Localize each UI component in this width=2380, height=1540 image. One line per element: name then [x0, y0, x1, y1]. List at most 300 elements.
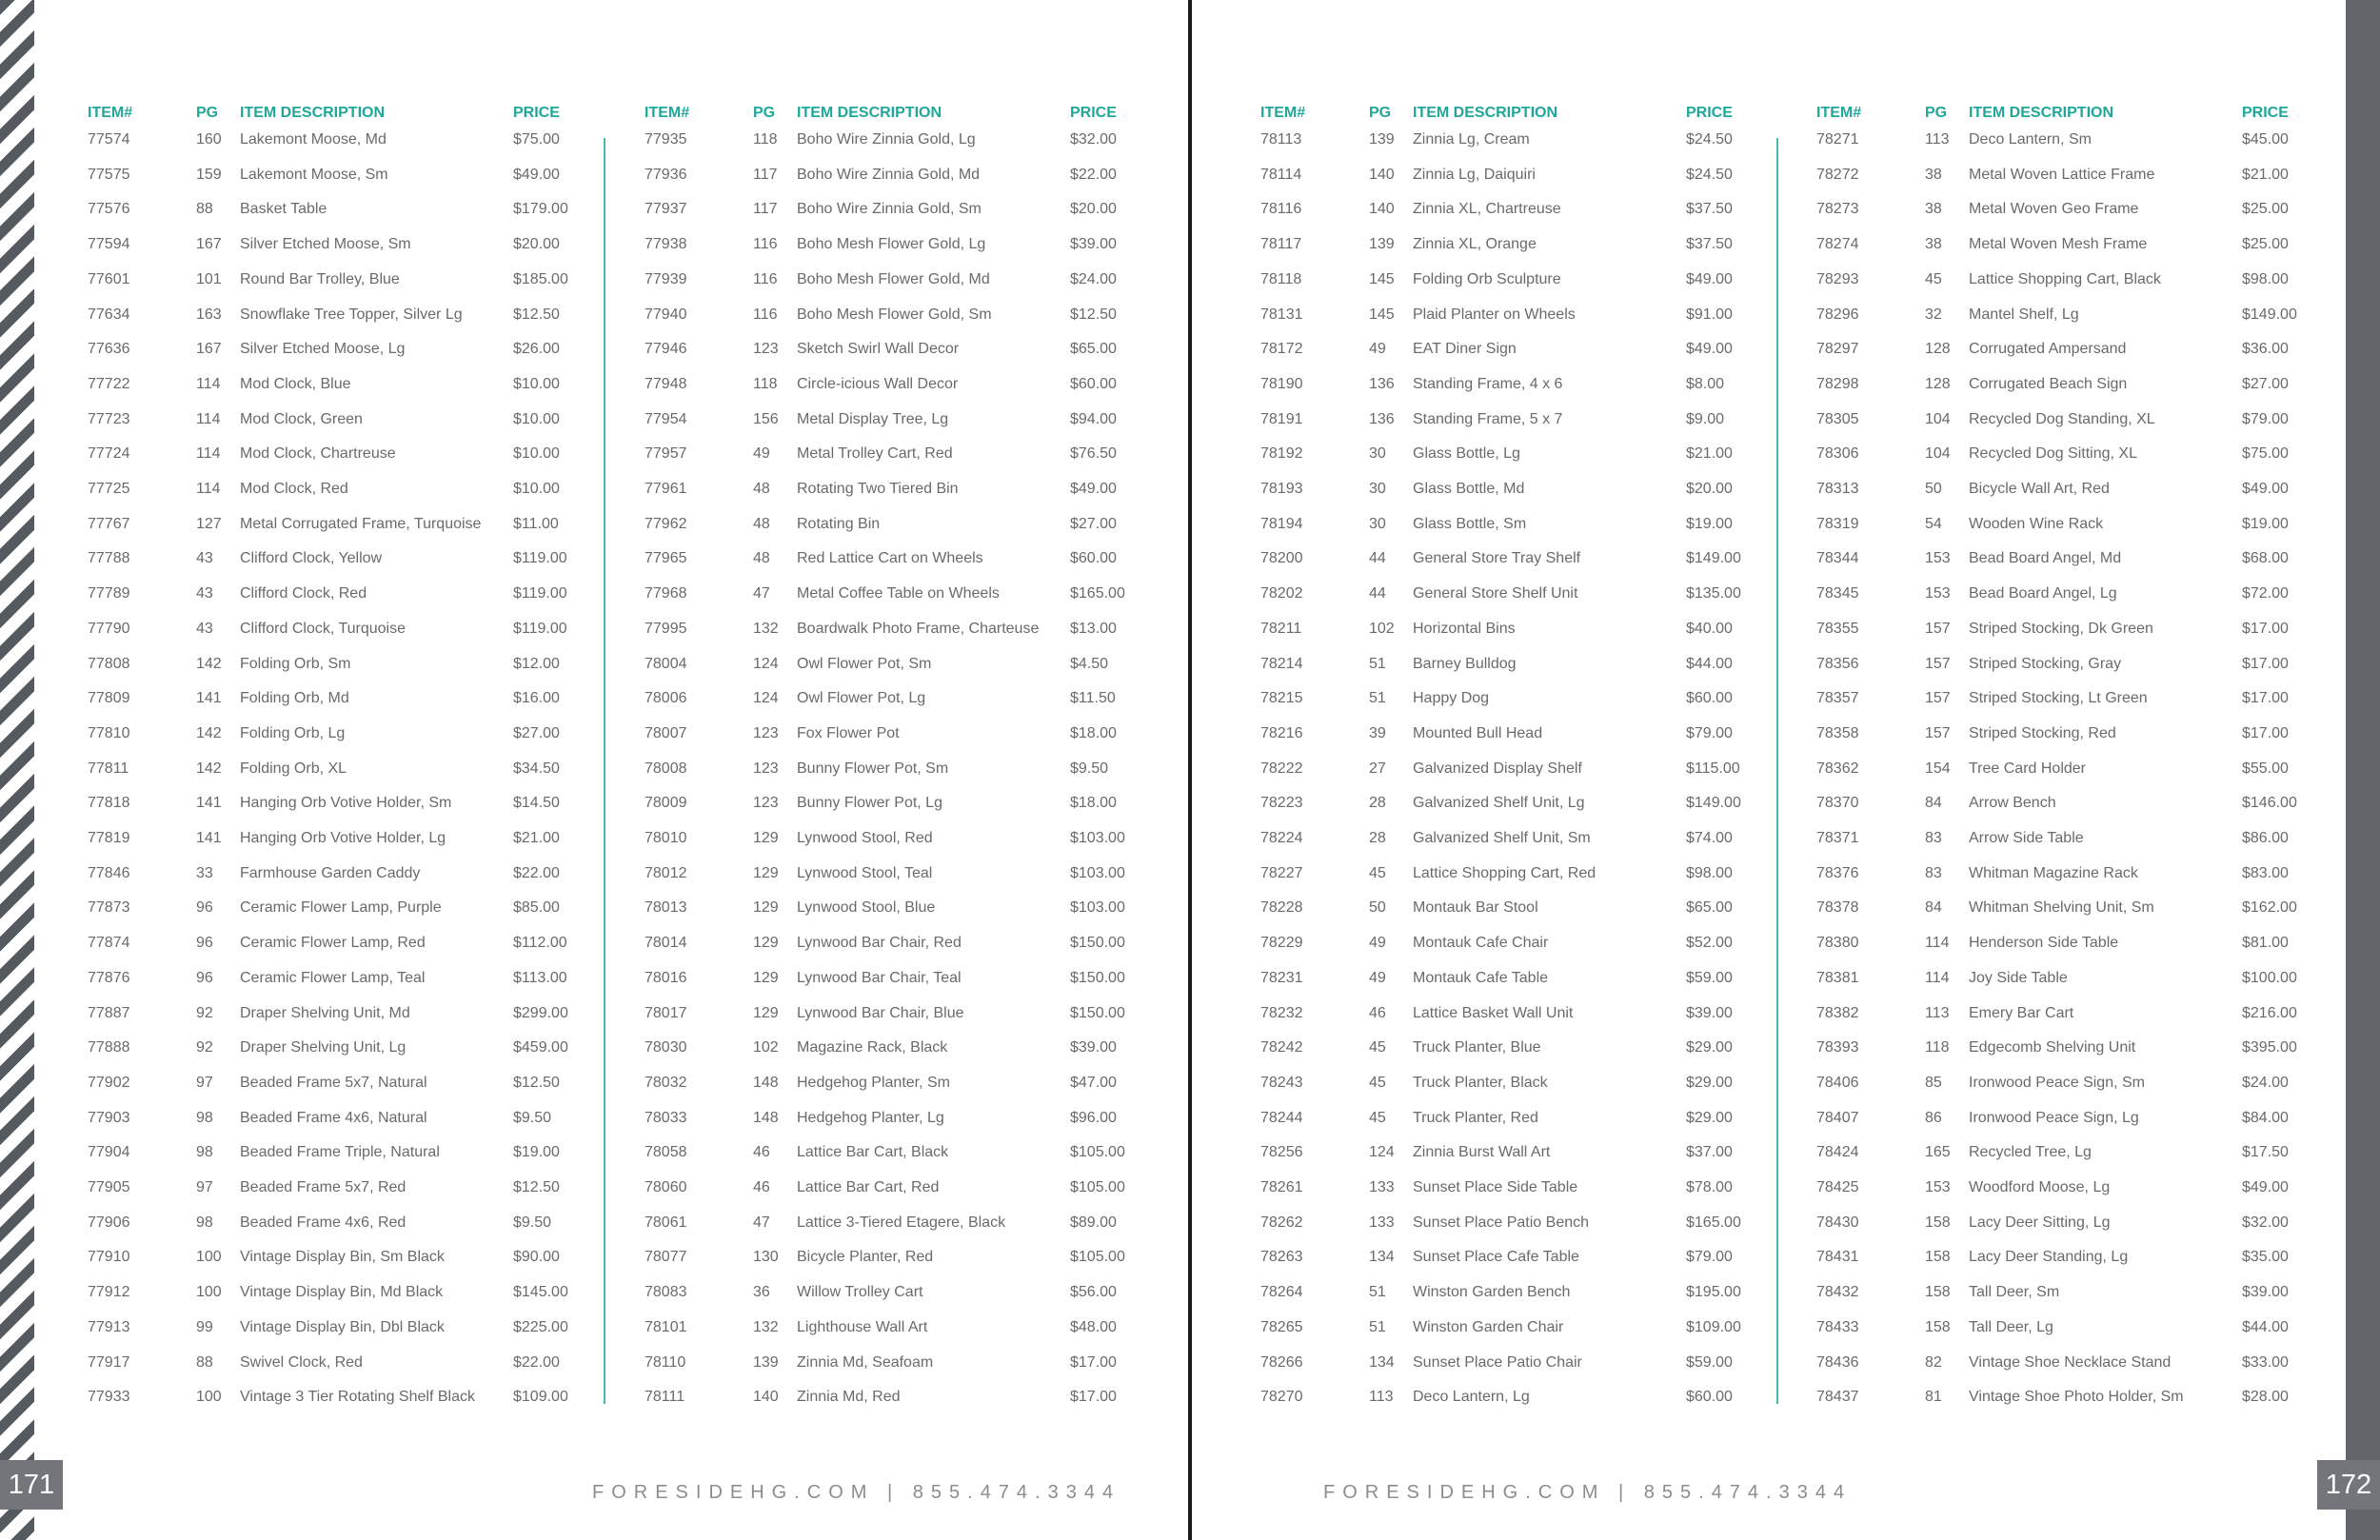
cell-price: $11.00 — [513, 515, 559, 532]
cell-pg: 145 — [1369, 270, 1395, 287]
table-row — [1816, 1110, 2350, 1145]
cell-pg: 117 — [753, 201, 778, 218]
cell-pg: 158 — [1925, 1318, 1951, 1335]
cell-pg: 118 — [1925, 1039, 1950, 1056]
cell-price: $27.00 — [2242, 375, 2289, 392]
table-row — [1260, 1389, 1794, 1424]
cell-pg: 46 — [1369, 1004, 1386, 1021]
cell-price: $105.00 — [1070, 1144, 1125, 1161]
cell-pg: 96 — [196, 935, 213, 952]
cell-desc: Zinnia Burst Wall Art — [1413, 1144, 1551, 1161]
cell-price: $24.00 — [1070, 270, 1117, 287]
column-header-price: PRICE — [2242, 105, 2289, 121]
cell-price: $17.00 — [1070, 1389, 1117, 1406]
cell-price: $20.00 — [1686, 481, 1733, 497]
cell-desc: Glass Bottle, Md — [1413, 481, 1525, 497]
table-row — [88, 516, 621, 551]
cell-item: 78014 — [645, 935, 687, 952]
cell-item: 78202 — [1260, 585, 1303, 602]
cell-item: 78231 — [1260, 969, 1303, 986]
table-row — [1816, 236, 2350, 271]
table-row — [1816, 550, 2350, 585]
table-row — [1260, 1284, 1794, 1319]
cell-pg: 98 — [196, 1109, 213, 1126]
column-header-item: ITEM# — [1816, 105, 1862, 121]
cell-desc: Zinnia XL, Chartreuse — [1413, 201, 1561, 218]
table-row — [645, 376, 1178, 411]
table-row — [88, 1179, 621, 1214]
cell-price: $17.00 — [1070, 1353, 1117, 1371]
cell-item: 77811 — [88, 760, 129, 777]
cell-pg: 48 — [753, 550, 770, 567]
cell-pg: 43 — [196, 585, 213, 602]
cell-price: $12.50 — [1070, 306, 1117, 323]
cell-pg: 51 — [1369, 1318, 1386, 1335]
cell-pg: 129 — [753, 899, 779, 917]
cell-item: 77722 — [88, 375, 130, 392]
table-row — [645, 1389, 1178, 1424]
cell-desc: Montauk Cafe Table — [1413, 969, 1549, 986]
cell-item: 78313 — [1816, 481, 1859, 497]
table-row — [645, 1214, 1178, 1250]
cell-desc: Hanging Orb Votive Holder, Lg — [240, 830, 446, 846]
table-row — [88, 690, 621, 725]
cell-item: 78192 — [1260, 445, 1303, 463]
table-row — [645, 1179, 1178, 1214]
cell-desc: Lattice Shopping Cart, Black — [1969, 270, 2161, 287]
cell-item: 78262 — [1260, 1214, 1303, 1231]
cell-desc: Metal Corrugated Frame, Turquoise — [240, 515, 482, 532]
cell-desc: Edgecomb Shelving Unit — [1969, 1039, 2136, 1056]
cell-item: 78297 — [1816, 341, 1859, 358]
cell-item: 77913 — [88, 1318, 130, 1335]
cell-item: 77636 — [88, 341, 130, 358]
cell-pg: 114 — [1925, 935, 1950, 952]
cell-price: $195.00 — [1686, 1284, 1741, 1301]
cell-price: $12.50 — [513, 1179, 560, 1195]
table-row — [1260, 725, 1794, 760]
cell-price: $40.00 — [1686, 620, 1733, 637]
table-row — [88, 341, 621, 376]
cell-item: 78345 — [1816, 585, 1859, 602]
cell-item: 78131 — [1260, 306, 1303, 323]
table-row — [88, 656, 621, 691]
table-row — [88, 865, 621, 900]
cell-price: $4.50 — [1070, 655, 1109, 672]
cell-price: $60.00 — [1070, 550, 1117, 567]
column-header-pg: PG — [196, 105, 219, 121]
cell-item: 78362 — [1816, 760, 1859, 777]
cell-item: 77904 — [88, 1144, 130, 1161]
cell-price: $150.00 — [1070, 935, 1125, 952]
cell-pg: 28 — [1369, 795, 1386, 812]
cell-price: $145.00 — [513, 1284, 568, 1301]
cell-desc: Hedgehog Planter, Lg — [797, 1109, 944, 1126]
table-row — [645, 167, 1178, 202]
cell-desc: Beaded Frame 5x7, Natural — [240, 1074, 427, 1091]
cell-price: $37.50 — [1686, 201, 1733, 218]
cell-price: $17.00 — [2242, 655, 2289, 672]
cell-price: $100.00 — [2242, 969, 2297, 986]
cell-desc: Vintage Shoe Photo Holder, Sm — [1969, 1389, 2184, 1406]
cell-price: $98.00 — [1686, 864, 1733, 881]
cell-desc: Tall Deer, Sm — [1969, 1284, 2060, 1301]
table-row — [1816, 795, 2350, 830]
cell-pg: 50 — [1925, 481, 1942, 497]
cell-pg: 114 — [1925, 969, 1950, 986]
cell-pg: 38 — [1925, 236, 1942, 253]
table-row — [1816, 1284, 2350, 1319]
cell-item: 78017 — [645, 1004, 687, 1021]
table-row — [645, 621, 1178, 656]
cell-pg: 136 — [1369, 375, 1395, 392]
table-row — [88, 970, 621, 1005]
cell-pg: 102 — [753, 1039, 779, 1056]
cell-pg: 104 — [1925, 445, 1951, 463]
cell-desc: Zinnia Md, Red — [797, 1389, 901, 1406]
column-header-desc: ITEM DESCRIPTION — [1969, 105, 2114, 121]
cell-price: $32.00 — [2242, 1214, 2289, 1231]
cell-price: $149.00 — [1686, 795, 1741, 812]
cell-pg: 27 — [1369, 760, 1386, 777]
cell-desc: Lattice Bar Cart, Red — [797, 1179, 940, 1195]
cell-desc: Bicycle Planter, Red — [797, 1249, 934, 1266]
cell-pg: 28 — [1369, 830, 1386, 846]
cell-desc: Montauk Bar Stool — [1413, 899, 1538, 917]
cell-price: $94.00 — [1070, 410, 1117, 427]
cell-pg: 45 — [1369, 864, 1386, 881]
cell-pg: 141 — [196, 795, 222, 812]
table-row — [1816, 341, 2350, 376]
table-row — [1816, 725, 2350, 760]
cell-desc: Sunset Place Cafe Table — [1413, 1249, 1579, 1266]
cell-price: $16.00 — [513, 690, 560, 707]
table-row — [1260, 1039, 1794, 1075]
cell-pg: 33 — [196, 864, 213, 881]
cell-desc: Bead Board Angel, Lg — [1969, 585, 2117, 602]
table-row — [88, 621, 621, 656]
table-row — [88, 585, 621, 621]
cell-price: $18.00 — [1070, 795, 1117, 812]
cell-item: 77938 — [645, 236, 687, 253]
cell-price: $75.00 — [513, 131, 560, 148]
column-header-item: ITEM# — [645, 105, 690, 121]
cell-pg: 92 — [196, 1039, 213, 1056]
cell-item: 77876 — [88, 969, 130, 986]
cell-pg: 140 — [753, 1389, 779, 1406]
cell-item: 78004 — [645, 655, 687, 672]
cell-price: $105.00 — [1070, 1179, 1125, 1195]
cell-pg: 99 — [196, 1318, 213, 1335]
table-row — [1260, 516, 1794, 551]
cell-price: $60.00 — [1070, 375, 1117, 392]
cell-desc: Folding Orb Sculpture — [1413, 270, 1561, 287]
cell-pg: 84 — [1925, 795, 1942, 812]
cell-pg: 167 — [196, 341, 222, 358]
cell-desc: Lattice Basket Wall Unit — [1413, 1004, 1574, 1021]
cell-pg: 157 — [1925, 620, 1951, 637]
cell-pg: 88 — [196, 1353, 213, 1371]
cell-price: $22.00 — [1070, 166, 1117, 183]
cell-item: 77948 — [645, 375, 687, 392]
table-row — [1260, 621, 1794, 656]
cell-pg: 134 — [1369, 1353, 1395, 1371]
table-row — [1816, 1179, 2350, 1214]
table-row — [645, 1005, 1178, 1040]
table-row — [1260, 131, 1794, 167]
table-row — [1816, 201, 2350, 236]
cell-desc: Lattice Shopping Cart, Red — [1413, 864, 1597, 881]
cell-desc: Clifford Clock, Red — [240, 585, 367, 602]
table-row — [1816, 131, 2350, 167]
cell-item: 77954 — [645, 410, 687, 427]
cell-item: 77818 — [88, 795, 130, 812]
cell-desc: Boho Wire Zinnia Gold, Md — [797, 166, 981, 183]
cell-price: $165.00 — [1686, 1214, 1741, 1231]
cell-desc: Ceramic Flower Lamp, Red — [240, 935, 426, 952]
cell-price: $14.50 — [513, 795, 560, 812]
cell-price: $103.00 — [1070, 899, 1125, 917]
cell-desc: Tree Card Holder — [1969, 760, 2087, 777]
cell-item: 77819 — [88, 830, 130, 846]
cell-item: 78430 — [1816, 1214, 1859, 1231]
cell-price: $12.50 — [513, 1074, 560, 1091]
table-row — [1816, 306, 2350, 342]
cell-pg: 114 — [196, 410, 221, 427]
cell-price: $81.00 — [2242, 935, 2289, 952]
table-row — [88, 795, 621, 830]
table-row — [645, 690, 1178, 725]
cell-price: $109.00 — [513, 1389, 568, 1406]
cell-desc: Beaded Frame 4x6, Natural — [240, 1109, 427, 1126]
cell-desc: Fox Flower Pot — [797, 724, 900, 741]
cell-price: $135.00 — [1686, 585, 1741, 602]
table-row — [645, 516, 1178, 551]
cell-desc: Metal Woven Mesh Frame — [1969, 236, 2148, 253]
table-row — [1260, 865, 1794, 900]
cell-item: 78118 — [1260, 270, 1302, 287]
cell-pg: 47 — [753, 585, 770, 602]
cell-price: $55.00 — [2242, 760, 2289, 777]
cell-desc: Mantel Shelf, Lg — [1969, 306, 2079, 323]
cell-desc: Deco Lantern, Sm — [1969, 131, 2092, 148]
cell-price: $103.00 — [1070, 864, 1125, 881]
cell-price: $119.00 — [513, 620, 567, 637]
table-row — [645, 656, 1178, 691]
cell-price: $83.00 — [2242, 864, 2289, 881]
cell-price: $49.00 — [2242, 1179, 2289, 1195]
cell-pg: 117 — [753, 166, 778, 183]
cell-item: 78008 — [645, 760, 687, 777]
cell-desc: Hanging Orb Votive Holder, Sm — [240, 795, 452, 812]
table-row — [1260, 1075, 1794, 1110]
table-row — [1816, 865, 2350, 900]
table-row — [645, 131, 1178, 167]
cell-price: $9.00 — [1686, 410, 1725, 427]
cell-pg: 45 — [1369, 1109, 1386, 1126]
cell-desc: Draper Shelving Unit, Md — [240, 1004, 410, 1021]
cell-item: 78013 — [645, 899, 687, 917]
cell-pg: 116 — [753, 270, 778, 287]
table-row — [1260, 760, 1794, 796]
table-row — [1816, 1249, 2350, 1284]
cell-desc: Lighthouse Wall Art — [797, 1318, 928, 1335]
cell-desc: Henderson Side Table — [1969, 935, 2119, 952]
cell-pg: 104 — [1925, 410, 1951, 427]
cell-item: 78306 — [1816, 445, 1859, 463]
cell-desc: Galvanized Shelf Unit, Sm — [1413, 830, 1591, 846]
cell-pg: 84 — [1925, 899, 1942, 917]
table-row — [645, 1144, 1178, 1179]
cell-desc: Mounted Bull Head — [1413, 724, 1543, 741]
cell-item: 77874 — [88, 935, 130, 952]
cell-pg: 114 — [196, 445, 221, 463]
cell-item: 78222 — [1260, 760, 1303, 777]
table-row — [88, 376, 621, 411]
table-row — [1816, 656, 2350, 691]
cell-desc: Metal Display Tree, Lg — [797, 410, 949, 427]
table-row — [1260, 1249, 1794, 1284]
cell-price: $25.00 — [2242, 236, 2289, 253]
cell-desc: Lacy Deer Standing, Lg — [1969, 1249, 2129, 1266]
cell-desc: Metal Woven Lattice Frame — [1969, 166, 2155, 183]
cell-price: $11.50 — [1070, 690, 1116, 707]
cell-desc: Lacy Deer Sitting, Lg — [1969, 1214, 2111, 1231]
table-row — [1260, 1110, 1794, 1145]
cell-price: $109.00 — [1686, 1318, 1741, 1335]
cell-item: 78216 — [1260, 724, 1303, 741]
cell-item: 78274 — [1816, 236, 1859, 253]
cell-pg: 81 — [1925, 1389, 1942, 1406]
column-header-pg: PG — [1925, 105, 1948, 121]
cell-item: 78358 — [1816, 724, 1859, 741]
cell-desc: Montauk Cafe Chair — [1413, 935, 1549, 952]
cell-item: 77808 — [88, 655, 130, 672]
cell-pg: 38 — [1925, 166, 1942, 183]
cell-desc: Mod Clock, Blue — [240, 375, 351, 392]
cell-item: 78344 — [1816, 550, 1859, 567]
cell-price: $8.00 — [1686, 375, 1725, 392]
cell-pg: 124 — [753, 690, 779, 707]
cell-pg: 128 — [1925, 375, 1951, 392]
table-row — [645, 411, 1178, 446]
cell-pg: 153 — [1925, 585, 1951, 602]
column-header-price: PRICE — [1070, 105, 1117, 121]
cell-price: $74.00 — [1686, 830, 1733, 846]
cell-pg: 139 — [1369, 131, 1395, 148]
cell-price: $24.50 — [1686, 131, 1733, 148]
footer-contact-right: FORESIDEHG.COM | 855.474.3344 — [1323, 1482, 1853, 1503]
table-row — [1816, 271, 2350, 306]
cell-item: 77937 — [645, 201, 687, 218]
cell-desc: Metal Coffee Table on Wheels — [797, 585, 1000, 602]
cell-item: 77723 — [88, 410, 130, 427]
cell-price: $49.00 — [2242, 481, 2289, 497]
cell-price: $28.00 — [2242, 1389, 2289, 1406]
table-row — [88, 899, 621, 935]
table-row — [88, 935, 621, 970]
cell-item: 78393 — [1816, 1039, 1859, 1056]
table-row — [1260, 306, 1794, 342]
cell-item: 77940 — [645, 306, 687, 323]
cell-item: 78117 — [1260, 236, 1302, 253]
cell-price: $34.50 — [513, 760, 560, 777]
table-row — [1816, 411, 2350, 446]
table-row — [1260, 656, 1794, 691]
cell-item: 78228 — [1260, 899, 1303, 917]
column-header-desc: ITEM DESCRIPTION — [240, 105, 386, 121]
page-number-right: 172 — [2317, 1460, 2380, 1510]
cell-price: $150.00 — [1070, 1004, 1125, 1021]
cell-desc: Zinnia XL, Orange — [1413, 236, 1537, 253]
cell-desc: Vintage Display Bin, Dbl Black — [240, 1318, 445, 1335]
table-row — [1260, 341, 1794, 376]
table-row — [645, 341, 1178, 376]
cell-item: 77910 — [88, 1249, 130, 1266]
table-row — [645, 830, 1178, 865]
cell-price: $49.00 — [513, 166, 560, 183]
table-row — [645, 1284, 1178, 1319]
cell-item: 78270 — [1260, 1389, 1303, 1406]
cell-item: 78356 — [1816, 655, 1859, 672]
cell-price: $146.00 — [2242, 795, 2297, 812]
cell-price: $84.00 — [2242, 1109, 2289, 1126]
cell-desc: Lynwood Bar Chair, Red — [797, 935, 962, 952]
cell-item: 78293 — [1816, 270, 1859, 287]
cell-desc: Folding Orb, Md — [240, 690, 349, 707]
cell-desc: Tall Deer, Lg — [1969, 1318, 2053, 1335]
cell-desc: Vintage Shoe Necklace Stand — [1969, 1353, 2172, 1371]
cell-item: 77574 — [88, 131, 130, 148]
cell-price: $22.00 — [513, 864, 560, 881]
cell-desc: Arrow Side Table — [1969, 830, 2084, 846]
cell-pg: 49 — [753, 445, 770, 463]
cell-pg: 163 — [196, 306, 222, 323]
cell-desc: Winston Garden Bench — [1413, 1284, 1571, 1301]
cell-desc: Bicycle Wall Art, Red — [1969, 481, 2110, 497]
cell-pg: 129 — [753, 864, 779, 881]
table-row — [1816, 1354, 2350, 1390]
cell-pg: 118 — [753, 375, 778, 392]
cell-price: $59.00 — [1686, 969, 1733, 986]
table-row — [1816, 481, 2350, 516]
cell-pg: 44 — [1369, 550, 1386, 567]
cell-desc: Rotating Two Tiered Bin — [797, 481, 959, 497]
cell-desc: Sketch Swirl Wall Decor — [797, 341, 960, 358]
table-row — [1816, 445, 2350, 481]
cell-price: $179.00 — [513, 201, 568, 218]
cell-item: 78378 — [1816, 899, 1859, 917]
cell-pg: 98 — [196, 1144, 213, 1161]
cell-desc: Boho Mesh Flower Gold, Lg — [797, 236, 986, 253]
cell-price: $12.00 — [513, 655, 560, 672]
cell-item: 78264 — [1260, 1284, 1303, 1301]
cell-desc: Woodford Moose, Lg — [1969, 1179, 2111, 1195]
cell-item: 78016 — [645, 969, 687, 986]
cell-price: $20.00 — [513, 236, 560, 253]
table-row — [1260, 167, 1794, 202]
table-row — [1260, 970, 1794, 1005]
cell-item: 78433 — [1816, 1318, 1859, 1335]
cell-desc: Lakemont Moose, Md — [240, 131, 387, 148]
table-row — [88, 1214, 621, 1250]
cell-pg: 44 — [1369, 585, 1386, 602]
cell-item: 78116 — [1260, 201, 1302, 218]
cell-item: 78242 — [1260, 1039, 1303, 1056]
cell-price: $24.00 — [2242, 1074, 2289, 1091]
cell-desc: Striped Stocking, Gray — [1969, 655, 2122, 672]
cell-desc: Recycled Tree, Lg — [1969, 1144, 2092, 1161]
